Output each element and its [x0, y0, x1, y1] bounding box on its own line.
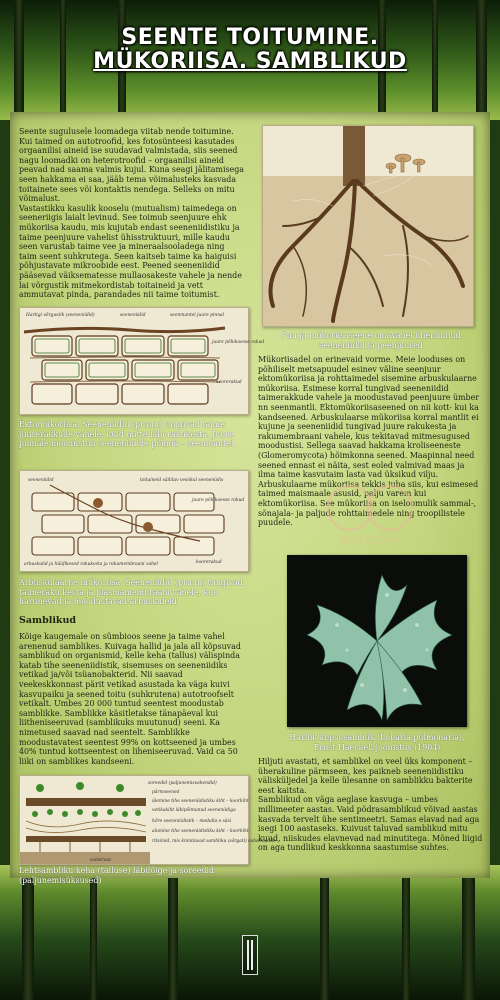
ecto-label-mantle: seenmantel juure pinnal — [170, 313, 225, 318]
watermark-text: Red Chryn — [340, 534, 400, 547]
arbus-label-inner-cells: juure põhikoesse rakud — [192, 498, 245, 503]
lichen-label-upper-cortex: ülemine tihe seeneniidistiku kiht – koorkiht — [152, 799, 249, 804]
arbus-label-vesicle: toitaineid säilitav vesiikul seeneniidis — [140, 478, 224, 483]
watermark-logo — [300, 480, 440, 553]
lichen-heading: Samblikud — [19, 615, 77, 626]
ectomycorrhiza-figure — [19, 307, 265, 415]
title-line-1: SEENTE TOITUMINE. — [121, 25, 379, 50]
tree-roots-caption: Puu ja mükoriisaseene omavahel ühendunud seeneniidid ja peenjuured — [281, 331, 461, 350]
lichen-label-rhizines: ritsiinid, mis kinnitavad sambliku (sõrgati) substraadile — [152, 839, 276, 844]
lichen-label-soredia: soreedid (paljunemisvahendid) — [148, 781, 217, 786]
haeckel-lichen-illustration — [287, 555, 467, 727]
title-line-2: MÜKORIISA. SAMBLIKUD — [93, 49, 407, 74]
ecto-label-hyphae: seeneniidid — [120, 313, 146, 318]
tree-roots-figure — [262, 125, 474, 327]
arbus-label-cortex: koorerakud — [196, 560, 222, 565]
ectomycorrhiza-caption: Ektomükoriisa. Seeneniidid (pruun) tungivad taime juurerakkude vahele, kuid mitte läbi rakukesta. Juure pinnale moodustub seeneniidide põimik – seenmantel. — [19, 420, 236, 449]
mycorrhiza-text: Mükoriisadel on erinevaid vorme. Meie looduses on põhiliselt metsapuudel esinev väline seenjuur ektomükoriisa ja rohttaimedel sisemine arbuskulaarne mükoriisa. Esimese korral tungivad seeneniidid taimerakkude vahele ja moodustavad peenjuure ümber nn seenmantli. Ektomükoriisaseened on nii kott- kui ka kandseened. Arbuskulaarse mükoriisa korral mantlit ei kujune ja seeneniidid tungivad juure rakukesta ja rakumembraani vahele, kus tekitavad mitmesugused moodustisi. Sellega saavad hakkama kroliseeneste (Glomeromycota) hõimkonna seened. Maapinnal need seened ennast ei näita, sest eoled valmivad maas ja ilma taime kasvutaim lasta vad üksikud vilju. Arbuskulaarne mükoriisa tekkis juba siis, kui esimesed taimed maismaale asusid, palju varem kui ektomükoriisa. See mükoriisa on iseloomulik sammal-, sõnajala- ja paljude rohttaimedele ning troopilistele puudele. — [258, 355, 480, 528]
arbuscular-figure — [19, 470, 249, 572]
lichen-label-yeast: pärmseened — [152, 790, 180, 795]
lichen-label-medulla: hõre seeneniidistik – medulla e säsi — [152, 819, 232, 824]
lichen-label-algal-layer: vetikakiht läbipõimunud seeneniidiga — [152, 808, 236, 813]
poster-title — [0, 26, 500, 74]
lichen-cross-section-caption: Lehtsambliku keha (talluse) läbilõige ja soreedid (paljunemisüksused) — [19, 866, 215, 885]
closing-text: Hiljuti avastati, et samblikel on veel üks komponent – üherakuline pärmseen, kes paikneb seeneniidistiku välisküljedel ja kelle ülesanne on samblikku bakterite eest kaitsta. Samblikud on väga aeglase kasvuga – umbes millimeeter aastas. Vaid põdrasamblikud võivad aastas kasvada tervelt ühe sentimeetri. Samas elavad nad aga isegi 100 aastaseks. Kuivust taluvad samblikud mitu kuud, niiskudes elavnevad nad minutitega. Mõned liigid on aga tundlikud keskkonna saastumise suhtes. — [258, 757, 483, 853]
lichen-text: Kõige kaugemale on sümbioos seene ja taime vahel arenenud samblikes. Kuivaga hallid ja jala all kõpsuvad samblikud on organismid, kelle keha (tallus) välispinda katab tihe seeneniidistik, sisemuses on seeneniidiks vetikad ja/või tsüanobakterid. Nii saavad veekeskkonnast pärit vetikad asustada ka väga kuivi kasvupaiku ja seened toitu (suhkrutena) autotroofselt vetikalt. Umbes 20 000 tuntud seentest moodustab samblikke. Samblikke käsitletakse tänapäeval kui liitheniseeruvad (samblikuks muutunud) seeni. Ka nimetused saavad nad seentelt. Samblikke moodustavatest seentest 99% on kottseened ja umbes 40% tuntud kottseentest on liheniseeruvad. Vaid ca 50 liiki on samblikes kandseeni. — [19, 632, 241, 766]
intro-text: Seente sugulusele loomadega viitab nende toitumine. Kui taimed on autotroofid, kes fotosünteesi kasutades orgaanilisi aineid ise suudavad valmistada, siis seened nagu loomadki on heterotroofid – orgaanilisi aineid peavad nad saama valmis kujul. Kuna seagi jälitamisega seen hakkama ei saa, jääb tema võimalusteks kasvada toitainete sees või kontaktis nendega. Selleks on mitu võimalust. Vastastikku kasulik kooselu (mutualism) taimedega on seeneriigis laialt levinud. See toimub seenjuure ehk mükoriisa kaudu, mis kujutab endast seeneniidistiku ja taime peenjuure vahelist ühisstruktuuri, mille kaudu seen varustab taime vee ja mineraalsooladega ning taim seent suhkrutega. Seen kaitseb taime ka haiguisi põhjustavate mikroobide eest. Peened seeneniidid pääsevad väiksematesse mullaosakeste vahele ja nende lai võrgustik mitmekordistab toitaineid ja vett ammutavat pinda, parandades nii taime toitumist. — [19, 127, 244, 300]
arbuscular-caption: Arbuskulaarne mükoriisa. Seeneniidid (pruun) tungivad taimeraku kesta ja plasmamembraani vahele, kus harunevad ja moodustavad arbuskuleid. — [19, 578, 243, 607]
ecto-label-hartig: Hartigi võrgustik (seeneniidid) — [26, 313, 95, 318]
lichen-label-substrate: substraat — [90, 858, 112, 863]
lichen-cross-section-figure — [19, 775, 276, 865]
ecto-label-inner-cells: juure põhikoesse rakud — [212, 340, 265, 345]
publisher-logo — [242, 935, 258, 975]
arbus-label-hyphae: seeneniidid — [28, 478, 54, 483]
ecto-label-cortex: koorerakud — [216, 380, 242, 385]
forest-footer-background — [0, 865, 500, 1000]
lichen-label-lower-cortex: alumine tihe seeneniidistiku kiht – koorkiht — [152, 829, 249, 834]
arbus-label-arbuscules: arbuskulid ja hüüfikesed rakukesta ja rakumembraani vahel — [24, 562, 158, 567]
haeckel-caption: Harilik kopsusamblik (Lobaria pulmonaria), Ernst Haeckeli joonistus (1904) — [289, 733, 465, 752]
